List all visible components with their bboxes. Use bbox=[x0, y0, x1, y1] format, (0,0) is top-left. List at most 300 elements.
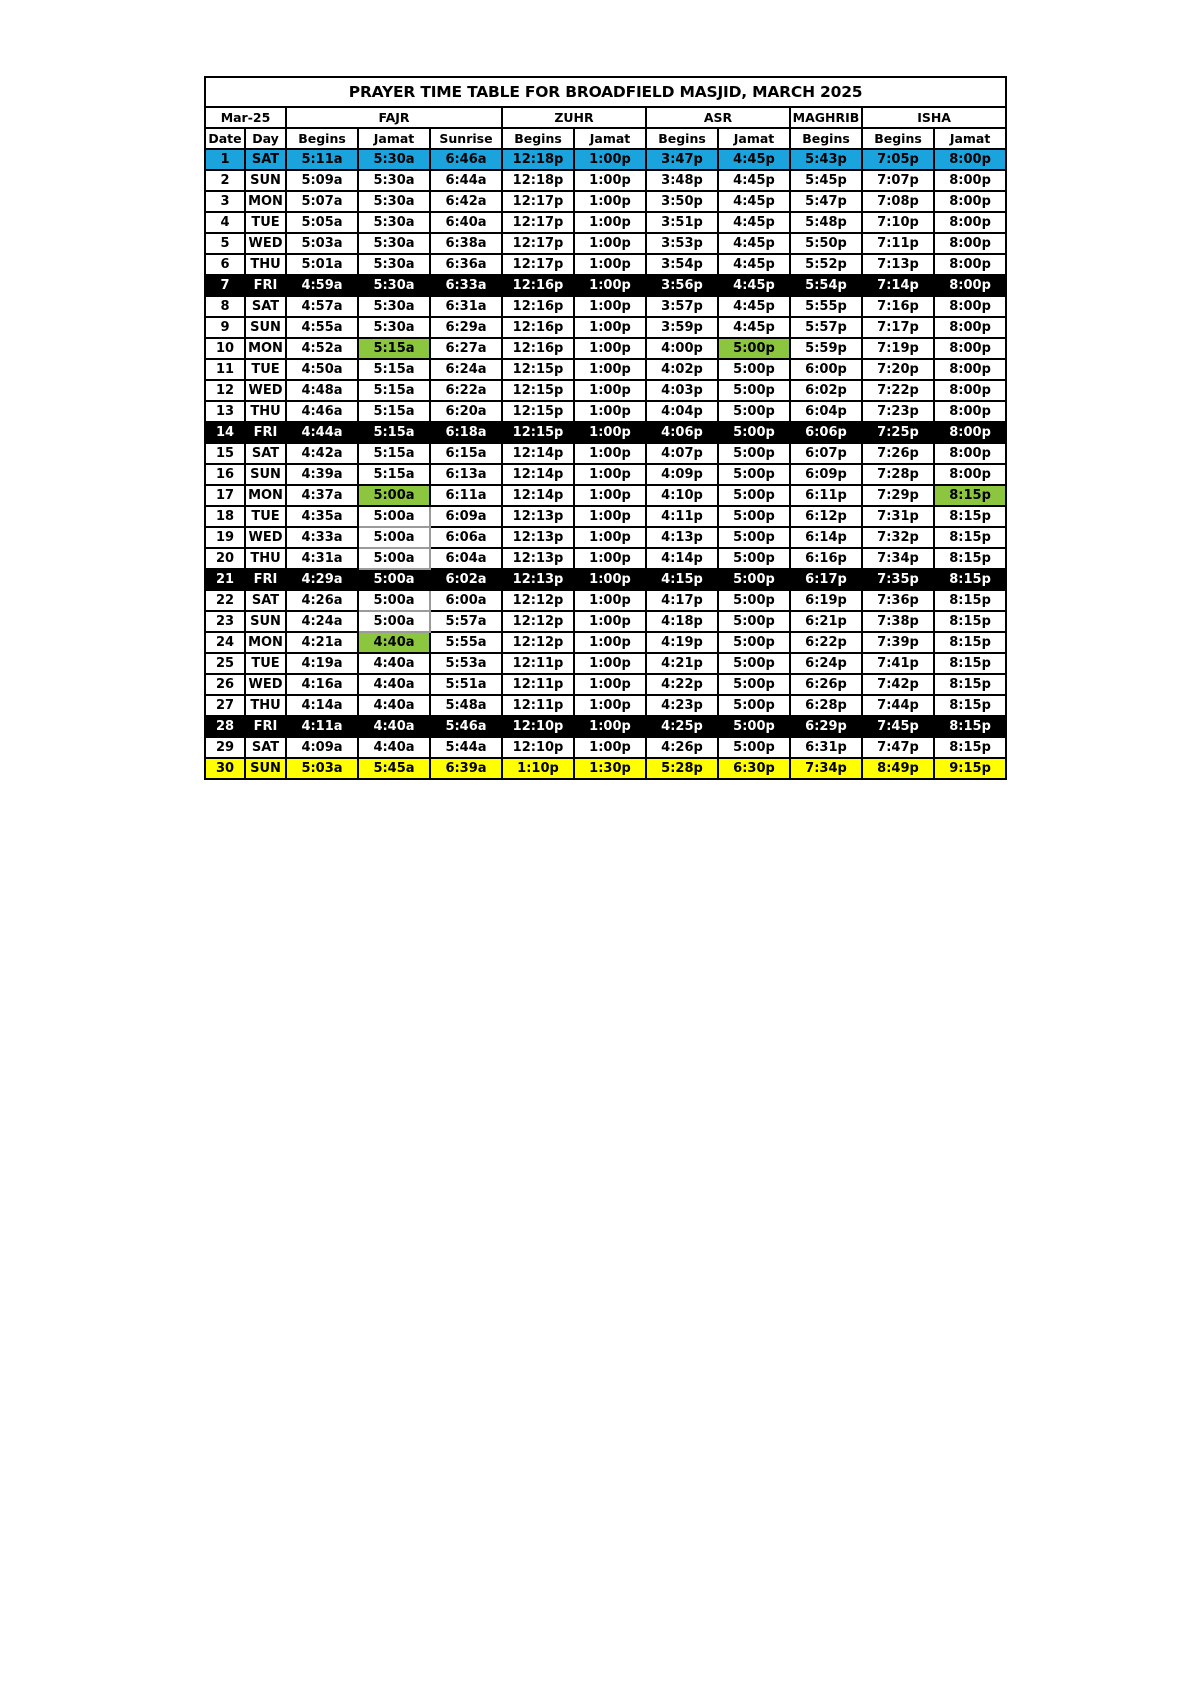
table-cell: 7:11p bbox=[862, 233, 934, 254]
table-cell: 1:00p bbox=[574, 716, 646, 737]
table-row bbox=[205, 212, 1006, 233]
column-header: Date bbox=[205, 128, 245, 149]
table-cell: 8:00p bbox=[934, 422, 1006, 443]
table-cell: 8:15p bbox=[934, 590, 1006, 611]
table-cell: 8:49p bbox=[862, 758, 934, 779]
table-cell: 4:14a bbox=[286, 695, 358, 716]
table-cell: SUN bbox=[245, 170, 286, 191]
table-cell: 8:00p bbox=[934, 338, 1006, 359]
table-cell: 6:21p bbox=[790, 611, 862, 632]
table-cell: 4:42a bbox=[286, 443, 358, 464]
table-cell: 4:04p bbox=[646, 401, 718, 422]
table-cell: 9:15p bbox=[934, 758, 1006, 779]
table-cell: FRI bbox=[245, 275, 286, 296]
table-cell: 22 bbox=[205, 590, 245, 611]
table-cell: 8:15p bbox=[934, 548, 1006, 569]
table-cell: 1:00p bbox=[574, 401, 646, 422]
column-header: Sunrise bbox=[430, 128, 502, 149]
table-cell: 5:00p bbox=[718, 548, 790, 569]
table-cell: 3:57p bbox=[646, 296, 718, 317]
table-cell: 12:17p bbox=[502, 233, 574, 254]
table-cell: 4:46a bbox=[286, 401, 358, 422]
table-cell: 8:15p bbox=[934, 653, 1006, 674]
table-cell: 1 bbox=[205, 149, 245, 170]
table-cell: 2 bbox=[205, 170, 245, 191]
column-header: Begins bbox=[646, 128, 718, 149]
table-cell: 1:00p bbox=[574, 695, 646, 716]
table-cell: 6:04a bbox=[430, 548, 502, 569]
table-cell: 3:56p bbox=[646, 275, 718, 296]
table-cell: THU bbox=[245, 548, 286, 569]
column-header: Jamat bbox=[574, 128, 646, 149]
table-cell: 12:17p bbox=[502, 212, 574, 233]
table-cell: 3:54p bbox=[646, 254, 718, 275]
table-cell: 12:11p bbox=[502, 674, 574, 695]
table-cell: FRI bbox=[245, 422, 286, 443]
table-cell: 4:10p bbox=[646, 485, 718, 506]
table-cell: 5:00p bbox=[718, 443, 790, 464]
table-cell: 7:16p bbox=[862, 296, 934, 317]
table-cell: 6:15a bbox=[430, 443, 502, 464]
table-cell: 4:48a bbox=[286, 380, 358, 401]
table-cell: 4:45p bbox=[718, 317, 790, 338]
table-cell: 5:30a bbox=[358, 170, 430, 191]
table-cell: 8:00p bbox=[934, 212, 1006, 233]
column-header: Begins bbox=[790, 128, 862, 149]
table-cell: 5:15a bbox=[358, 359, 430, 380]
table-cell: 1:00p bbox=[574, 212, 646, 233]
table-row bbox=[205, 611, 1006, 632]
table-cell: SUN bbox=[245, 611, 286, 632]
table-cell: 5:00p bbox=[718, 590, 790, 611]
table-cell: 4:11a bbox=[286, 716, 358, 737]
table-cell: 7:34p bbox=[862, 548, 934, 569]
table-cell: 4:07p bbox=[646, 443, 718, 464]
table-cell: 7:26p bbox=[862, 443, 934, 464]
table-cell: 8:15p bbox=[934, 632, 1006, 653]
table-cell: WED bbox=[245, 233, 286, 254]
table-cell: 4:44a bbox=[286, 422, 358, 443]
table-cell: 6:39a bbox=[430, 758, 502, 779]
table-cell: 12:10p bbox=[502, 737, 574, 758]
table-cell: 5:55a bbox=[430, 632, 502, 653]
table-cell: 7:28p bbox=[862, 464, 934, 485]
table-cell: 4:52a bbox=[286, 338, 358, 359]
table-cell: 6:44a bbox=[430, 170, 502, 191]
table-cell: 12:15p bbox=[502, 359, 574, 380]
table-cell: 5:51a bbox=[430, 674, 502, 695]
table-cell: 1:00p bbox=[574, 569, 646, 590]
table-cell: 5:44a bbox=[430, 737, 502, 758]
table-cell: 7:05p bbox=[862, 149, 934, 170]
table-cell: 5:00a bbox=[358, 569, 430, 590]
table-cell: 7:36p bbox=[862, 590, 934, 611]
table-cell: 6:13a bbox=[430, 464, 502, 485]
table-cell: 1:00p bbox=[574, 317, 646, 338]
table-cell: 7:29p bbox=[862, 485, 934, 506]
table-cell: 5:55p bbox=[790, 296, 862, 317]
table-cell: 4:40a bbox=[358, 674, 430, 695]
table-cell: 5:30a bbox=[358, 254, 430, 275]
table-cell: 12:14p bbox=[502, 485, 574, 506]
table-cell: 6:30p bbox=[718, 758, 790, 779]
table-cell: 4:45p bbox=[718, 170, 790, 191]
table-cell: 1:30p bbox=[574, 758, 646, 779]
table-cell: 5:15a bbox=[358, 464, 430, 485]
table-cell: 12:18p bbox=[502, 149, 574, 170]
table-row bbox=[205, 464, 1006, 485]
table-cell: 6:16p bbox=[790, 548, 862, 569]
table-cell: 6 bbox=[205, 254, 245, 275]
table-cell: 18 bbox=[205, 506, 245, 527]
table-cell: 4:45p bbox=[718, 254, 790, 275]
table-cell: 4:45p bbox=[718, 296, 790, 317]
table-cell: 4:57a bbox=[286, 296, 358, 317]
table-cell: 16 bbox=[205, 464, 245, 485]
table-cell: 4:40a bbox=[358, 653, 430, 674]
table-cell: 4:09a bbox=[286, 737, 358, 758]
table-cell: 4:25p bbox=[646, 716, 718, 737]
table-cell: 5:00p bbox=[718, 527, 790, 548]
table-cell: 5:00p bbox=[718, 737, 790, 758]
table-cell: 4:33a bbox=[286, 527, 358, 548]
table-cell: 5:28p bbox=[646, 758, 718, 779]
table-cell: SUN bbox=[245, 317, 286, 338]
table-cell: 7:32p bbox=[862, 527, 934, 548]
table-cell: 3:51p bbox=[646, 212, 718, 233]
table-cell: 5:46a bbox=[430, 716, 502, 737]
table-cell: 29 bbox=[205, 737, 245, 758]
table-cell: 5:03a bbox=[286, 758, 358, 779]
table-cell: 6:22a bbox=[430, 380, 502, 401]
table-cell: 6:38a bbox=[430, 233, 502, 254]
table-cell: TUE bbox=[245, 653, 286, 674]
table-cell: 4:11p bbox=[646, 506, 718, 527]
table-cell: THU bbox=[245, 401, 286, 422]
table-cell: 12:16p bbox=[502, 275, 574, 296]
table-row bbox=[205, 254, 1006, 275]
column-header: Begins bbox=[862, 128, 934, 149]
table-cell: 7:42p bbox=[862, 674, 934, 695]
table-cell: 1:00p bbox=[574, 443, 646, 464]
table-cell: 5:15a bbox=[358, 422, 430, 443]
table-cell: 1:00p bbox=[574, 527, 646, 548]
table-cell: WED bbox=[245, 380, 286, 401]
table-cell: 5:50p bbox=[790, 233, 862, 254]
table-cell: FRI bbox=[245, 569, 286, 590]
table-cell: 5:30a bbox=[358, 191, 430, 212]
column-header: Jamat bbox=[358, 128, 430, 149]
table-cell: 12:15p bbox=[502, 401, 574, 422]
group-header-maghrib: MAGHRIB bbox=[790, 107, 862, 128]
table-cell: 6:31p bbox=[790, 737, 862, 758]
table-cell: 6:00a bbox=[430, 590, 502, 611]
table-row bbox=[205, 506, 1006, 527]
table-cell: 7:23p bbox=[862, 401, 934, 422]
table-cell: 5:57a bbox=[430, 611, 502, 632]
table-cell: 5:05a bbox=[286, 212, 358, 233]
table-row bbox=[205, 674, 1006, 695]
table-cell: MON bbox=[245, 191, 286, 212]
table-cell: 1:00p bbox=[574, 149, 646, 170]
table-cell: 7:47p bbox=[862, 737, 934, 758]
table-cell: 1:00p bbox=[574, 506, 646, 527]
table-cell: 5:11a bbox=[286, 149, 358, 170]
table-cell: 6:09p bbox=[790, 464, 862, 485]
table-cell: 8:15p bbox=[934, 716, 1006, 737]
table-cell: 5:43p bbox=[790, 149, 862, 170]
table-cell: 7:35p bbox=[862, 569, 934, 590]
group-header-isha: ISHA bbox=[862, 107, 1006, 128]
table-cell: 5:15a bbox=[358, 401, 430, 422]
table-cell: 7:38p bbox=[862, 611, 934, 632]
table-cell: 7:20p bbox=[862, 359, 934, 380]
table-cell: 7:41p bbox=[862, 653, 934, 674]
table-cell: 5:48a bbox=[430, 695, 502, 716]
table-cell: SUN bbox=[245, 464, 286, 485]
table-cell: 1:00p bbox=[574, 191, 646, 212]
table-cell: 12:13p bbox=[502, 506, 574, 527]
table-cell: 12:14p bbox=[502, 443, 574, 464]
table-cell: 4:17p bbox=[646, 590, 718, 611]
table-cell: 5 bbox=[205, 233, 245, 254]
table-cell: 5:59p bbox=[790, 338, 862, 359]
table-cell: 12:17p bbox=[502, 191, 574, 212]
table-cell: 7:13p bbox=[862, 254, 934, 275]
table-cell: 4:39a bbox=[286, 464, 358, 485]
table-cell: 4:23p bbox=[646, 695, 718, 716]
table-cell: TUE bbox=[245, 212, 286, 233]
table-cell: 6:28p bbox=[790, 695, 862, 716]
table-cell: 4:37a bbox=[286, 485, 358, 506]
table-cell: 8:00p bbox=[934, 275, 1006, 296]
table-cell: 4:55a bbox=[286, 317, 358, 338]
table-cell: 4:59a bbox=[286, 275, 358, 296]
table-cell: 6:00p bbox=[790, 359, 862, 380]
table-cell: 8:00p bbox=[934, 170, 1006, 191]
table-title: PRAYER TIME TABLE FOR BROADFIELD MASJID, MARCH 2025 bbox=[205, 77, 1006, 107]
table-cell: 4 bbox=[205, 212, 245, 233]
table-cell: 7:44p bbox=[862, 695, 934, 716]
table-cell: 6:33a bbox=[430, 275, 502, 296]
table-row bbox=[205, 338, 1006, 359]
table-cell: 8:00p bbox=[934, 191, 1006, 212]
table-cell: MON bbox=[245, 338, 286, 359]
table-cell: 12:11p bbox=[502, 653, 574, 674]
table-cell: 15 bbox=[205, 443, 245, 464]
table-cell: 1:00p bbox=[574, 464, 646, 485]
table-cell: 7:17p bbox=[862, 317, 934, 338]
table-cell: 1:00p bbox=[574, 380, 646, 401]
table-cell: 5:00p bbox=[718, 506, 790, 527]
prayer-group-row bbox=[205, 107, 1006, 128]
table-cell: 21 bbox=[205, 569, 245, 590]
table-cell: 1:00p bbox=[574, 653, 646, 674]
table-cell: 1:00p bbox=[574, 548, 646, 569]
table-cell: SUN bbox=[245, 758, 286, 779]
table-cell: 5:00p bbox=[718, 380, 790, 401]
table-cell: 7:31p bbox=[862, 506, 934, 527]
table-cell: 9 bbox=[205, 317, 245, 338]
table-row bbox=[205, 296, 1006, 317]
table-row bbox=[205, 485, 1006, 506]
table-row bbox=[205, 359, 1006, 380]
table-cell: 5:00p bbox=[718, 611, 790, 632]
table-cell: 7:08p bbox=[862, 191, 934, 212]
table-cell: 4:50a bbox=[286, 359, 358, 380]
table-cell: 4:40a bbox=[358, 737, 430, 758]
table-cell: 7:19p bbox=[862, 338, 934, 359]
table-cell: 4:45p bbox=[718, 233, 790, 254]
table-cell: 6:02a bbox=[430, 569, 502, 590]
table-cell: 20 bbox=[205, 548, 245, 569]
group-header-fajr: FAJR bbox=[286, 107, 502, 128]
column-header: Begins bbox=[502, 128, 574, 149]
table-cell: 5:45a bbox=[358, 758, 430, 779]
table-cell: 1:00p bbox=[574, 359, 646, 380]
table-cell: 12:12p bbox=[502, 611, 574, 632]
table-cell: 8:15p bbox=[934, 485, 1006, 506]
table-cell: 8:15p bbox=[934, 506, 1006, 527]
table-cell: 5:45p bbox=[790, 170, 862, 191]
table-cell: 5:00p bbox=[718, 338, 790, 359]
table-cell: TUE bbox=[245, 506, 286, 527]
table-cell: 5:00p bbox=[718, 569, 790, 590]
table-row bbox=[205, 716, 1006, 737]
table-cell: 6:06a bbox=[430, 527, 502, 548]
table-cell: 5:30a bbox=[358, 233, 430, 254]
table-cell: 4:45p bbox=[718, 149, 790, 170]
table-cell: 4:16a bbox=[286, 674, 358, 695]
table-cell: 7:10p bbox=[862, 212, 934, 233]
table-cell: 3:50p bbox=[646, 191, 718, 212]
table-cell: 4:40a bbox=[358, 632, 430, 653]
table-cell: 6:24a bbox=[430, 359, 502, 380]
column-header: Day bbox=[245, 128, 286, 149]
table-cell: 5:00p bbox=[718, 464, 790, 485]
table-cell: 12:13p bbox=[502, 548, 574, 569]
table-cell: 5:00p bbox=[718, 359, 790, 380]
table-cell: 1:00p bbox=[574, 611, 646, 632]
table-cell: SAT bbox=[245, 443, 286, 464]
table-cell: 4:00p bbox=[646, 338, 718, 359]
table-cell: 10 bbox=[205, 338, 245, 359]
table-cell: 8:00p bbox=[934, 296, 1006, 317]
table-cell: 3:59p bbox=[646, 317, 718, 338]
table-cell: 3 bbox=[205, 191, 245, 212]
table-cell: 5:30a bbox=[358, 275, 430, 296]
table-cell: 6:29p bbox=[790, 716, 862, 737]
table-cell: 8:00p bbox=[934, 443, 1006, 464]
table-cell: 30 bbox=[205, 758, 245, 779]
table-row bbox=[205, 191, 1006, 212]
table-cell: SAT bbox=[245, 149, 286, 170]
table-row bbox=[205, 653, 1006, 674]
table-cell: 5:30a bbox=[358, 212, 430, 233]
table-row bbox=[205, 527, 1006, 548]
table-cell: 5:57p bbox=[790, 317, 862, 338]
table-cell: THU bbox=[245, 254, 286, 275]
table-cell: 4:15p bbox=[646, 569, 718, 590]
table-cell: 5:00p bbox=[718, 632, 790, 653]
table-cell: 8:15p bbox=[934, 569, 1006, 590]
table-cell: 6:07p bbox=[790, 443, 862, 464]
table-cell: 5:00p bbox=[718, 695, 790, 716]
table-cell: 8:00p bbox=[934, 317, 1006, 338]
table-cell: 5:15a bbox=[358, 380, 430, 401]
table-cell: 4:26a bbox=[286, 590, 358, 611]
table-cell: 12:14p bbox=[502, 464, 574, 485]
table-cell: 6:31a bbox=[430, 296, 502, 317]
table-cell: 6:27a bbox=[430, 338, 502, 359]
table-cell: 5:30a bbox=[358, 317, 430, 338]
table-cell: 4:22p bbox=[646, 674, 718, 695]
table-row bbox=[205, 275, 1006, 296]
table-cell: 4:40a bbox=[358, 695, 430, 716]
table-cell: 4:31a bbox=[286, 548, 358, 569]
table-row bbox=[205, 317, 1006, 338]
table-cell: 12 bbox=[205, 380, 245, 401]
table-cell: WED bbox=[245, 674, 286, 695]
table-cell: 7:22p bbox=[862, 380, 934, 401]
table-cell: 6:04p bbox=[790, 401, 862, 422]
table-cell: 4:29a bbox=[286, 569, 358, 590]
table-cell: 1:00p bbox=[574, 737, 646, 758]
table-cell: 23 bbox=[205, 611, 245, 632]
table-cell: 5:15a bbox=[358, 338, 430, 359]
table-cell: 26 bbox=[205, 674, 245, 695]
table-cell: 12:17p bbox=[502, 254, 574, 275]
table-cell: 13 bbox=[205, 401, 245, 422]
table-cell: THU bbox=[245, 695, 286, 716]
table-cell: 5:52p bbox=[790, 254, 862, 275]
table-cell: 1:00p bbox=[574, 632, 646, 653]
table-cell: 8:00p bbox=[934, 359, 1006, 380]
table-cell: 7:39p bbox=[862, 632, 934, 653]
table-row bbox=[205, 758, 1006, 779]
table-cell: 1:00p bbox=[574, 254, 646, 275]
table-cell: 8:15p bbox=[934, 674, 1006, 695]
table-cell: 4:21a bbox=[286, 632, 358, 653]
table-cell: 12:15p bbox=[502, 422, 574, 443]
table-row bbox=[205, 233, 1006, 254]
table-cell: 5:00p bbox=[718, 674, 790, 695]
table-cell: 6:19p bbox=[790, 590, 862, 611]
table-row bbox=[205, 737, 1006, 758]
table-cell: 17 bbox=[205, 485, 245, 506]
table-cell: 1:00p bbox=[574, 590, 646, 611]
table-cell: 1:00p bbox=[574, 674, 646, 695]
table-cell: 8:00p bbox=[934, 254, 1006, 275]
table-cell: 4:19a bbox=[286, 653, 358, 674]
table-cell: 4:02p bbox=[646, 359, 718, 380]
table-cell: 6:29a bbox=[430, 317, 502, 338]
table-cell: 4:26p bbox=[646, 737, 718, 758]
table-cell: 4:40a bbox=[358, 716, 430, 737]
table-cell: FRI bbox=[245, 716, 286, 737]
table-cell: 1:00p bbox=[574, 170, 646, 191]
table-cell: 1:00p bbox=[574, 485, 646, 506]
table-cell: 6:36a bbox=[430, 254, 502, 275]
table-row bbox=[205, 149, 1006, 170]
table-cell: 12:13p bbox=[502, 527, 574, 548]
table-cell: MON bbox=[245, 485, 286, 506]
table-cell: 5:00a bbox=[358, 485, 430, 506]
table-cell: 12:16p bbox=[502, 338, 574, 359]
table-cell: 19 bbox=[205, 527, 245, 548]
table-cell: 14 bbox=[205, 422, 245, 443]
table-cell: MON bbox=[245, 632, 286, 653]
